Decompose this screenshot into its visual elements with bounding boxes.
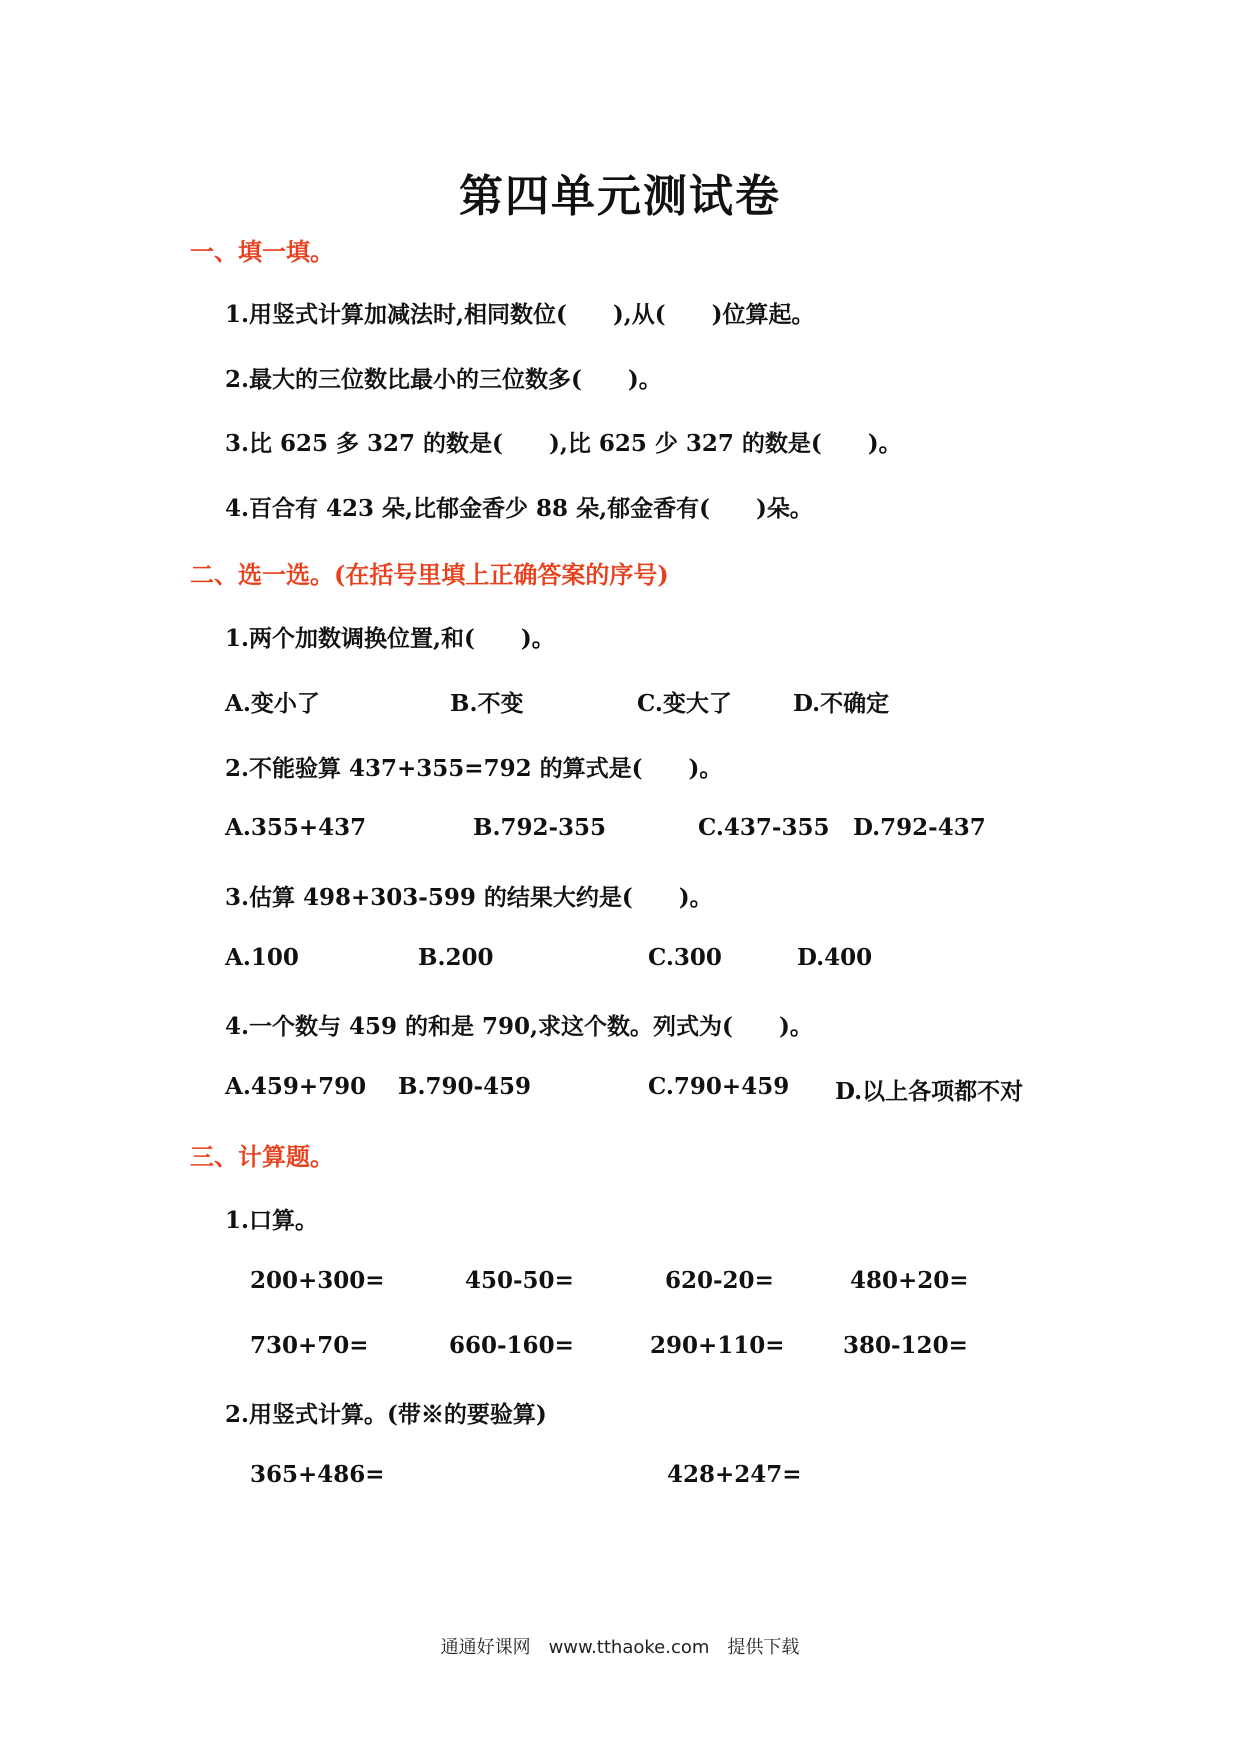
vertical-calc-item: 365+486= <box>250 1461 385 1488</box>
option-c: C.437-355 <box>698 814 830 841</box>
option-c: C.300 <box>648 944 722 971</box>
vertical-calc-item: 428+247= <box>667 1461 802 1488</box>
choice-options-2 <box>225 814 1125 846</box>
option-d: D.792-437 <box>853 814 986 841</box>
option-a: A.459+790 <box>225 1073 367 1100</box>
fill-question-3: 3.比 625 多 327 的数是( ),比 625 少 327 的数是( )。 <box>225 430 902 457</box>
oral-calc-item: 380-120= <box>843 1332 968 1359</box>
option-c: C.变大了 <box>637 690 732 717</box>
option-d: D.不确定 <box>793 690 890 717</box>
choice-question-3: 3.估算 498+303-599 的结果大约是( )。 <box>225 884 713 911</box>
vertical-calc-row <box>0 1461 1240 1493</box>
oral-calc-item: 480+20= <box>850 1267 969 1294</box>
section-3-heading: 三、计算题。 <box>190 1142 334 1171</box>
fill-question-2: 2.最大的三位数比最小的三位数多( )。 <box>225 366 662 393</box>
fill-question-1: 1.用竖式计算加减法时,相同数位( ),从( )位算起。 <box>225 301 815 328</box>
choice-question-1: 1.两个加数调换位置,和( )。 <box>225 625 555 652</box>
option-b: B.790-459 <box>398 1073 532 1100</box>
oral-calc-item: 450-50= <box>465 1267 574 1294</box>
oral-calc-item: 660-160= <box>449 1332 574 1359</box>
option-c: C.790+459 <box>648 1073 790 1100</box>
oral-calc-item: 620-20= <box>665 1267 774 1294</box>
choice-options-4 <box>225 1073 1125 1105</box>
option-a: A.变小了 <box>225 690 320 717</box>
oral-calc-item: 290+110= <box>650 1332 785 1359</box>
choice-options-3 <box>225 944 1125 976</box>
oral-calc-row-1 <box>0 1267 1240 1299</box>
oral-calc-row-2 <box>0 1332 1240 1364</box>
choice-question-4: 4.一个数与 459 的和是 790,求这个数。列式为( )。 <box>225 1013 813 1040</box>
section-1-heading: 一、填一填。 <box>190 237 334 266</box>
oral-calc-item: 200+300= <box>250 1267 385 1294</box>
choice-question-2: 2.不能验算 437+355=792 的算式是( )。 <box>225 755 723 782</box>
fill-question-4: 4.百合有 423 朵,比郁金香少 88 朵,郁金香有( )朵。 <box>225 495 813 522</box>
option-a: A.100 <box>225 944 299 971</box>
option-a: A.355+437 <box>225 814 367 841</box>
option-b: B.200 <box>418 944 494 971</box>
footer-source: 通通好课网 www.tthaoke.com 提供下载 <box>440 1637 800 1658</box>
option-b: B.792-355 <box>473 814 607 841</box>
section-2-heading: 二、选一选。(在括号里填上正确答案的序号) <box>190 560 669 589</box>
choice-options-1 <box>225 685 1125 717</box>
option-d: D.400 <box>797 944 873 971</box>
option-d: D.以上各项都不对 <box>835 1078 1024 1105</box>
vertical-calc-label: 2.用竖式计算。(带※的要验算) <box>225 1401 547 1428</box>
oral-calc-item: 730+70= <box>250 1332 369 1359</box>
option-b: B.不变 <box>450 690 524 717</box>
page-title: 第四单元测试卷 <box>459 171 781 222</box>
oral-calc-label: 1.口算。 <box>225 1207 319 1234</box>
